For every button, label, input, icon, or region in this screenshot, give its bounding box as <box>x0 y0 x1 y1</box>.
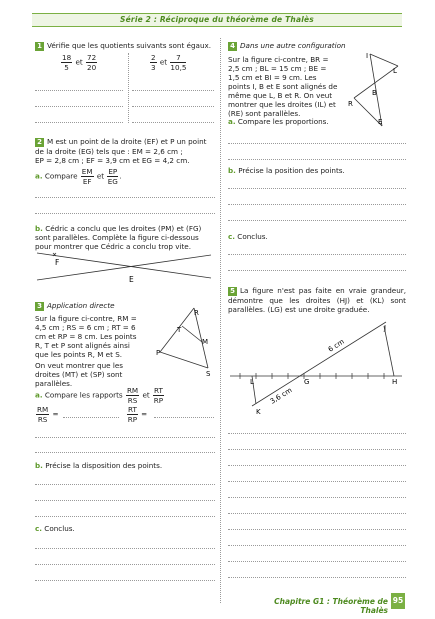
label-k: K <box>256 408 261 416</box>
ex2-question-b <box>35 224 215 251</box>
ex3-eq2-num: RT <box>128 405 137 414</box>
ex2-qb-text: Cédric a conclu que les droites (PM) et (FG) sont parallèles. Complète la figure ci-dessous pour montrer que Cédric a conclu trop vite. <box>35 224 202 251</box>
ex3-title: Application directe <box>47 301 115 310</box>
ex2-qa-end: . <box>119 171 122 181</box>
ex4-title: Dans une autre configuration <box>240 41 346 50</box>
ex4-qb-prefix: b. <box>228 166 236 175</box>
answer-line[interactable] <box>228 204 406 205</box>
answer-line[interactable] <box>228 513 406 514</box>
answer-line[interactable] <box>132 122 214 123</box>
ex4-question-c <box>228 232 268 241</box>
ex3-equation-1 <box>35 405 59 424</box>
ex3-text2: On veut montrer que les droites (MT) et (SP) sont parallèles. <box>35 361 124 388</box>
answer-line[interactable] <box>35 437 215 438</box>
ex3-qa-text: Compare les rapports <box>44 390 123 400</box>
ex4-qb-text: Précise la position des points. <box>238 166 345 175</box>
ex2-qa-text: Compare <box>44 171 78 181</box>
ex1-number: 1 <box>35 42 44 51</box>
answer-line[interactable] <box>35 484 215 485</box>
label-i: I <box>366 52 369 60</box>
label-h: H <box>392 378 398 386</box>
ex3-number: 3 <box>35 302 44 311</box>
ex2-qb-prefix: b. <box>35 224 43 233</box>
answer-line[interactable] <box>35 106 123 107</box>
ex3-eq1-den: RS <box>37 415 48 424</box>
chapter-footer: Chapitre G1 : Théorème de Thalès <box>274 597 388 616</box>
ex3-eq2-sign: = <box>141 409 148 419</box>
label-l: L <box>393 67 397 75</box>
answer-line[interactable] <box>228 270 406 271</box>
ex2-qa-prefix: a. <box>35 171 43 181</box>
ex4-qa-prefix: a. <box>228 117 236 126</box>
ex1-f2-joiner: et <box>159 57 168 67</box>
label-r: R <box>348 100 353 108</box>
ex2-qa-f2-den: EG <box>107 177 118 186</box>
label-p: P <box>156 349 161 357</box>
segment-hj <box>384 326 394 376</box>
label-r: R <box>194 309 199 317</box>
answer-line[interactable] <box>132 106 214 107</box>
answer-line[interactable] <box>35 580 215 581</box>
length-gj: 6 cm <box>326 337 346 354</box>
label-e: E <box>378 118 383 126</box>
label-t: T <box>177 326 182 334</box>
label-f: F <box>55 258 60 267</box>
answer-line[interactable] <box>35 213 215 214</box>
ex3-equation-2 <box>126 405 147 424</box>
column-divider <box>220 38 221 603</box>
ex1-fraction-pair-2 <box>149 53 187 72</box>
ex3-eq1-sign: = <box>52 409 59 419</box>
answer-line[interactable] <box>228 254 406 255</box>
answer-line[interactable] <box>228 497 406 498</box>
ex1-f2-a-num: 2 <box>151 53 156 62</box>
answer-line[interactable] <box>228 433 406 434</box>
ex5-statement <box>228 286 406 314</box>
ex4-heading <box>228 41 346 51</box>
ex4-number: 4 <box>228 42 237 51</box>
ex3-qc-text: Conclus. <box>44 524 75 533</box>
ex3-heading <box>35 301 115 311</box>
length-gk: 3,6 cm <box>268 386 294 406</box>
label-e: E <box>129 275 134 284</box>
answer-line[interactable] <box>228 545 406 546</box>
answer-line[interactable] <box>228 577 406 578</box>
answer-line[interactable] <box>228 465 406 466</box>
answer-line[interactable] <box>228 159 406 160</box>
label-g: G <box>304 378 310 386</box>
answer-line[interactable] <box>35 197 215 198</box>
ex5-text: La figure n'est pas faite en vraie grandeur, démontre que les droites (HJ) et (KL) sont parallèles. (LG) est une droite graduée. <box>228 286 406 314</box>
answer-line[interactable] <box>35 122 123 123</box>
ex1-f1-a-den: 5 <box>64 63 69 72</box>
ex3-text1: Sur la figure ci-contre, RM = 4,5 cm ; RS = 6 cm ; RT = 6 cm et RP = 8 cm. Les points R, T et P sont alignés ainsi que les points R, M et S. <box>35 314 137 359</box>
ex3-question-b <box>35 461 162 470</box>
label-l: L <box>250 378 254 386</box>
ex3-eq1-num: RM <box>37 405 49 414</box>
ex3-question-a <box>35 386 165 405</box>
answer-line[interactable] <box>228 529 406 530</box>
ex3-r2-num: RT <box>153 386 163 395</box>
answer-line[interactable] <box>35 452 215 453</box>
ex5-figure <box>226 316 408 418</box>
label-m: M <box>202 338 209 346</box>
answer-line[interactable] <box>35 90 123 91</box>
ex3-qb-prefix: b. <box>35 461 43 470</box>
line-kj <box>252 322 386 406</box>
ex3-question-c <box>35 524 75 533</box>
ex4-question-a <box>228 117 329 126</box>
answer-line[interactable] <box>228 220 406 221</box>
ex4-question-b <box>228 166 345 175</box>
answer-line[interactable] <box>228 143 406 144</box>
answer-line[interactable] <box>132 90 214 91</box>
series-title: Série 2 : Réciproque du théorème de Thalès <box>32 13 402 27</box>
label-j: J <box>384 324 387 332</box>
ex1-heading <box>35 41 215 51</box>
ex3-figure <box>148 304 218 380</box>
ex4-figure <box>342 48 408 132</box>
ex1-f1-b-num: 72 <box>87 53 97 62</box>
ex2-qa-f2-num: EP <box>108 167 118 176</box>
answer-line[interactable] <box>154 417 214 418</box>
ex1-inner-divider <box>128 53 129 123</box>
ex2-text1: M est un point de la droite (EF) et P un point de la droite (EG) tels que : EM = 2,6 cm ; <box>35 137 207 156</box>
ex2-question-a <box>35 167 122 186</box>
ex2-statement <box>35 137 215 165</box>
label-b: B <box>372 89 377 97</box>
ex1-fraction-pair-1 <box>60 53 98 72</box>
ex1-f1-joiner: et <box>75 57 83 67</box>
ex1-f2-b-num: 7 <box>170 53 186 63</box>
answer-line[interactable] <box>35 516 215 517</box>
answer-line[interactable] <box>228 561 406 562</box>
segment-ps <box>160 352 208 368</box>
answer-line[interactable] <box>228 449 406 450</box>
ex3-qc-prefix: c. <box>35 524 42 533</box>
ex1-instruction: Vérifie que les quotients suivants sont égaux. <box>47 41 212 50</box>
ex3-qa-joiner: et <box>142 390 150 400</box>
ex3-r1-num: RM <box>126 386 139 395</box>
segment-il <box>370 54 398 66</box>
answer-line[interactable] <box>35 548 215 549</box>
label-s: S <box>206 370 211 378</box>
ex2-qa-joiner: et <box>96 171 105 181</box>
ex2-figure <box>33 248 217 288</box>
ex3-r1-den: RS <box>127 396 138 405</box>
answer-line[interactable] <box>35 564 215 565</box>
ex4-qc-prefix: c. <box>228 232 235 241</box>
line-ge <box>37 255 211 280</box>
ex1-f2-b-den: 10,5 <box>170 63 187 72</box>
ex4-text: Sur la figure ci-contre, BR = 2,5 cm ; BL = 15 cm ; BE = 1,5 cm et BI = 9 cm. Les points I, B et E sont alignés de même que L, B et R. On veut montrer que les droites (IL) et (RE) sont parallèles. <box>228 55 338 118</box>
ex3-qa-prefix: a. <box>35 390 43 400</box>
ex1-f1-b-den: 20 <box>87 63 97 72</box>
ex1-f1-a-num: 18 <box>62 53 72 62</box>
page-number: 95 <box>391 593 405 609</box>
ex2-qa-f1-den: EF <box>82 177 92 186</box>
ex4-qc-text: Conclus. <box>237 232 268 241</box>
ex2-qa-f1-num: EM <box>81 167 93 176</box>
ex3-qb-text: Précise la disposition des points. <box>45 461 163 470</box>
answer-line[interactable] <box>228 481 406 482</box>
ex3-eq2-den: RP <box>127 415 138 424</box>
ex5-number: 5 <box>228 287 237 296</box>
ex3-r2-den: RP <box>153 396 164 405</box>
answer-line[interactable] <box>63 417 119 418</box>
answer-line[interactable] <box>228 188 406 189</box>
ex4-qa-text: Compare les proportions. <box>237 117 329 126</box>
ex2-number: 2 <box>35 138 44 147</box>
line-fe <box>37 253 211 278</box>
ex1-f2-a-den: 3 <box>151 63 156 72</box>
answer-line[interactable] <box>35 500 215 501</box>
ex2-text2: EP = 2,8 cm ; EF = 3,9 cm et EG = 4,2 cm. <box>35 156 190 165</box>
